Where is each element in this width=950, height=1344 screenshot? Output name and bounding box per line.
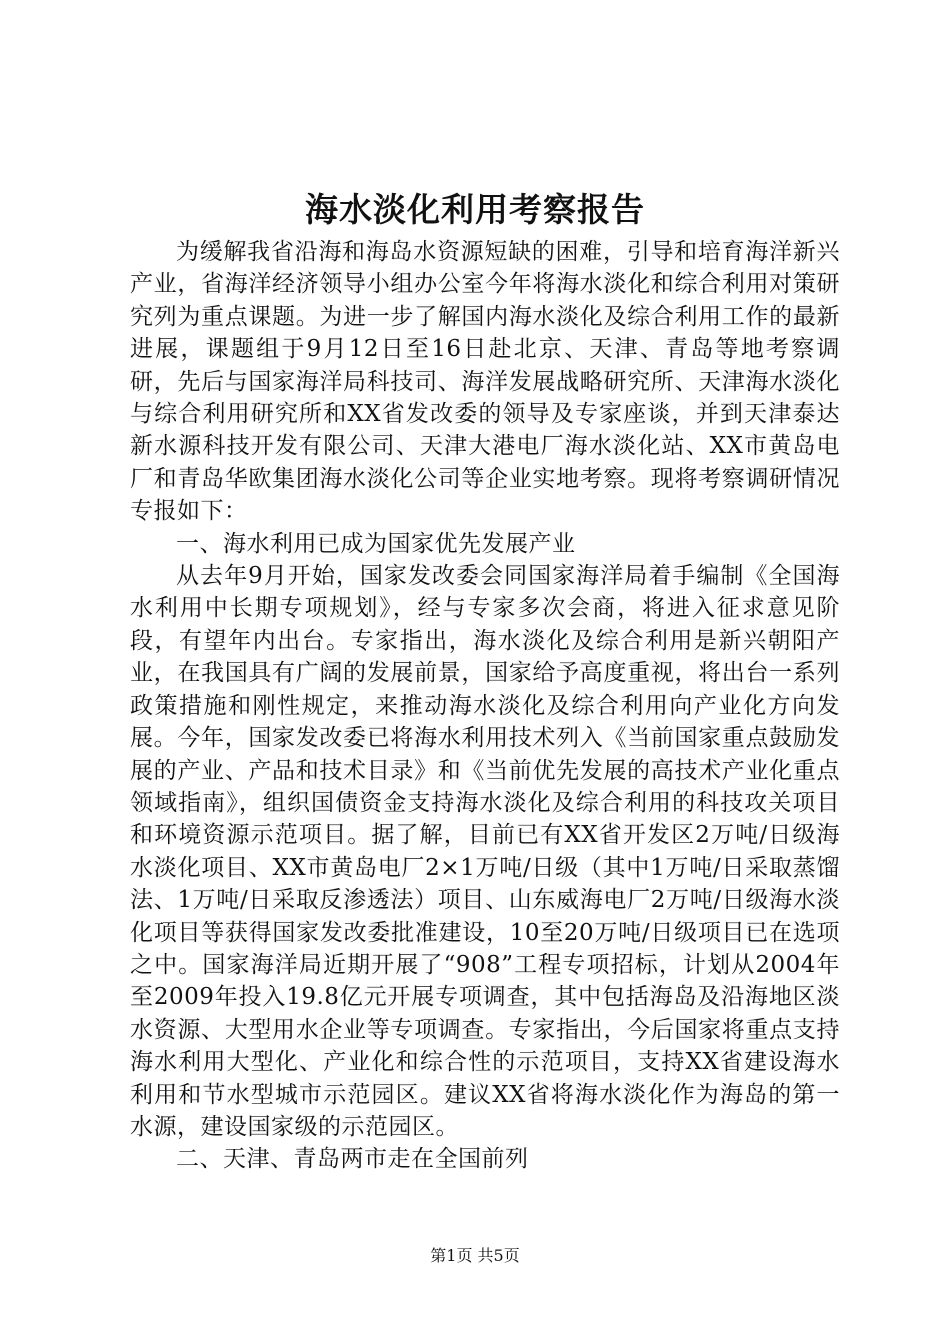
intro-paragraph: 为缓解我省沿海和海岛水资源短缺的困难，引导和培育海洋新兴产业，省海洋经济领导小组办公室今年将海水淡化和综合利用对策研究列为重点课题。为进一步了解国内海水淡化及综合利用工作的最新进展，课题组于9月12日至16日赴北京、天津、青岛等地考察调研，先后与国家海洋局科技司、海洋发展战略研究所、天津海水淡化与综合利用研究所和XX省发改委的领导及专家座谈，并到天津泰达新水源科技开发有限公司、天津大港电厂海水淡化站、XX市黄岛电厂和青岛华欧集团海水淡化公司等企业实地考察。现将考察调研情况专报如下： — [130, 239, 840, 525]
document-title: 海水淡化利用考察报告 — [305, 190, 645, 229]
section-heading-1: 一、海水利用已成为国家优先发展产业 — [176, 530, 576, 557]
document-body — [130, 236, 840, 1176]
section-heading-2: 二、天津、青岛两市走在全国前列 — [176, 1146, 529, 1173]
section-1-paragraph: 从去年9月开始，国家发改委会同国家海洋局着手编制《全国海水利用中长期专项规划》，经与专家多次会商，将进入征求意见阶段，有望年内出台。专家指出，海水淡化及综合利用是新兴朝阳产业，在我国具有广阔的发展前景，国家给予高度重视，将出台一系列政策措施和刚性规定，来推动海水淡化及综合利用向产业化方向发展。今年，国家发改委已将海水利用技术列入《当前国家重点鼓励发展的产业、产品和技术目录》和《当前优先发展的高技术产业化重点领域指南》，组织国债资金支持海水淡化及综合利用的科技攻关项目和环境资源示范项目。据了解，目前已有XX省开发区2万吨/日级海水淡化项目、XX市黄岛电厂2×1万吨/日级（其中1万吨/日采取蒸馏法、1万吨/日采取反渗透法）项目、山东威海电厂2万吨/日级海水淡化项目等获得国家发改委批准建设，10至20万吨/日级项目已在选项之中。国家海洋局近期开展了“908”工程专项招标，计划从2004年至2009年投入19.8亿元开展专项调查，其中包括海岛及沿海地区淡水资源、大型用水企业等专项调查。专家指出，今后国家将重点支持海水利用大型化、产业化和综合性的示范项目，支持XX省建设海水利用和节水型城市示范园区。建议XX省将海水淡化作为海岛的第一水源，建设国家级的示范园区。 — [130, 563, 840, 1140]
page-footer: 第1页 共5页 — [430, 1246, 520, 1265]
